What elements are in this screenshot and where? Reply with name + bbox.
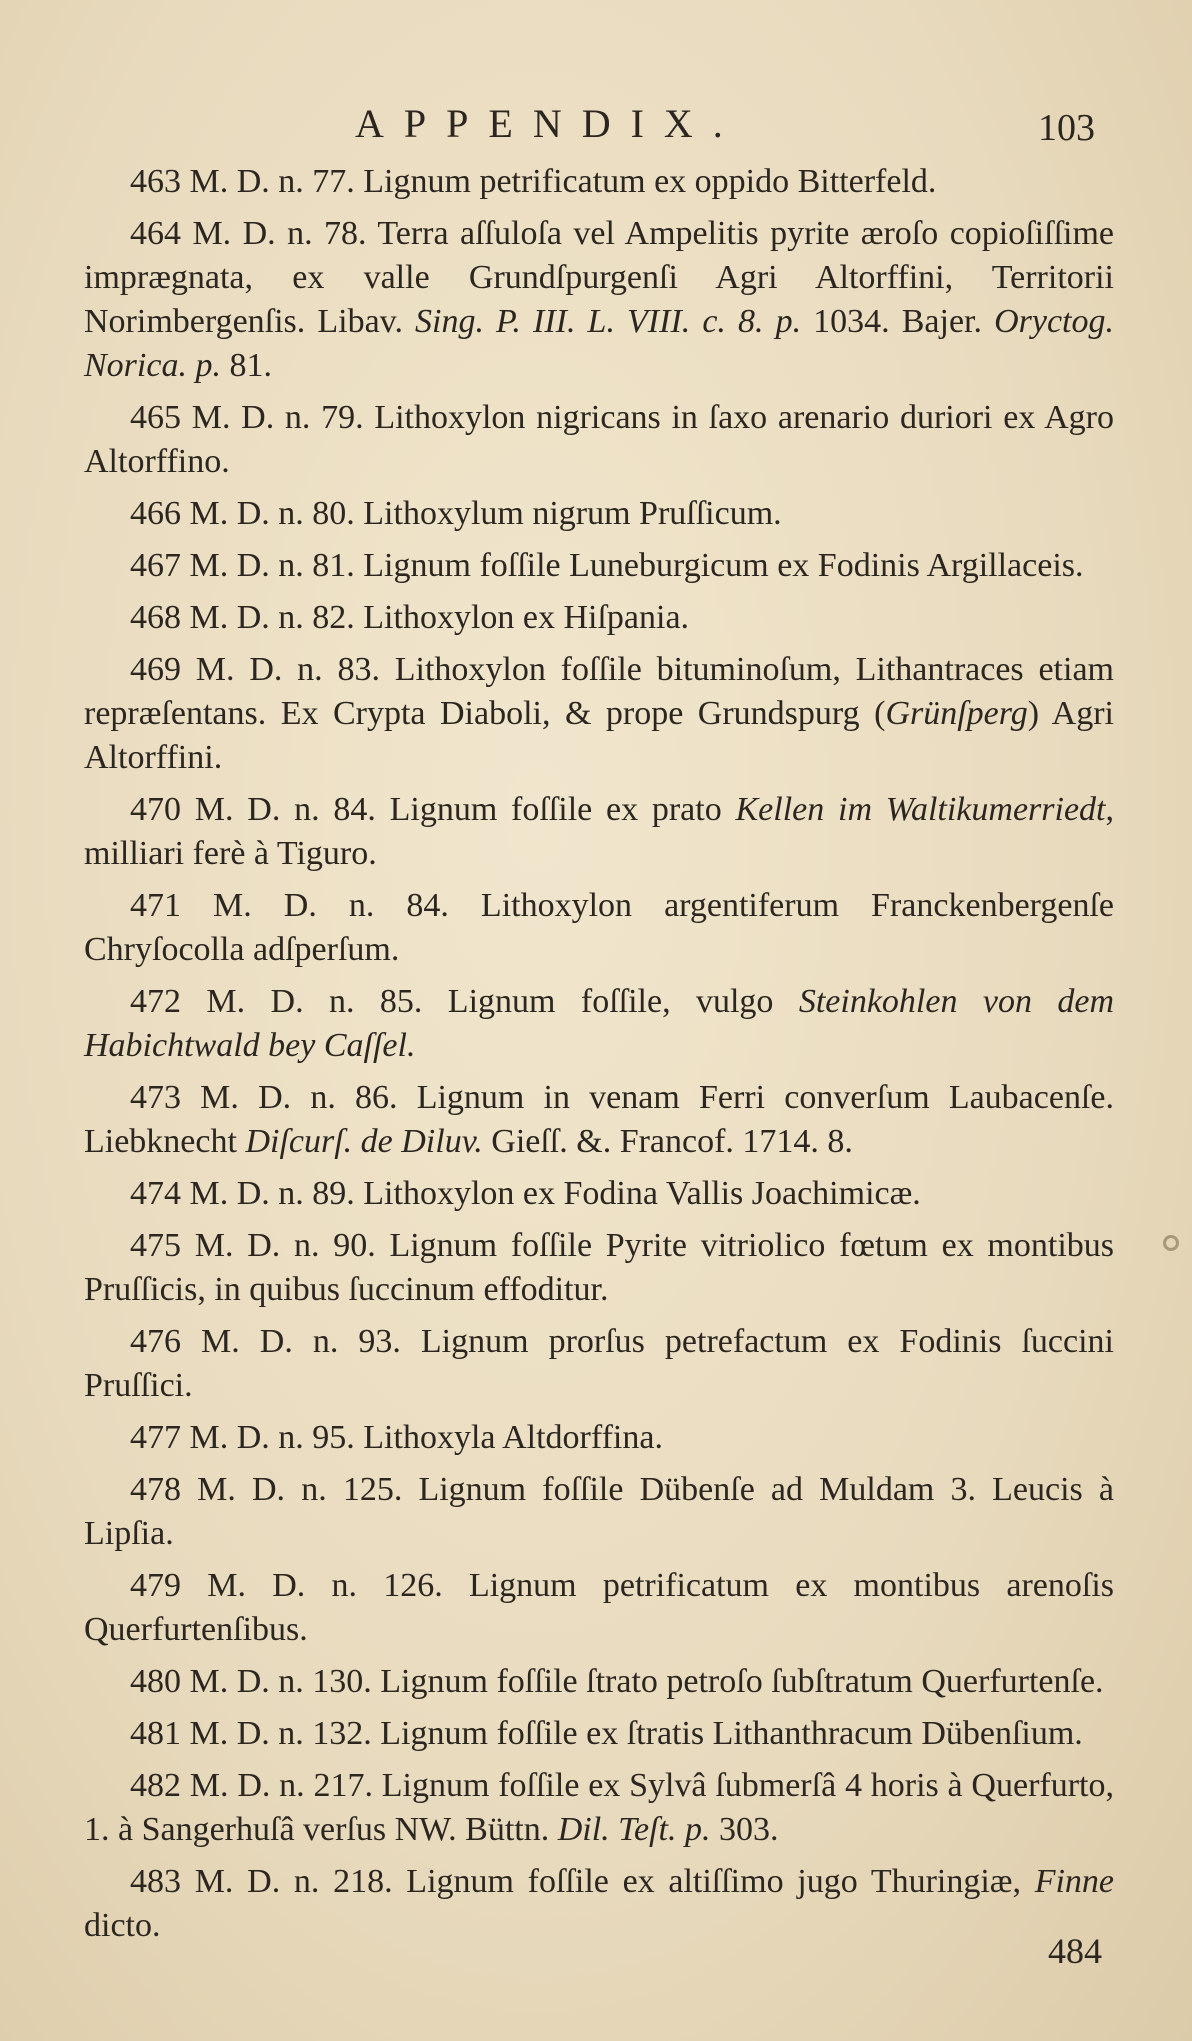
page-title: APPENDIX. (355, 101, 743, 146)
catalog-entry (84, 212, 1114, 388)
catalog-entry (84, 596, 1114, 640)
entry-text: 81. (220, 347, 272, 384)
entry-text: 481 M. D. n. 132. Lignum foſſile ex ſtratis Lithanthracum Dübenſium. (130, 1715, 1083, 1752)
entry-text: 472 M. D. n. 85. Lignum foſſile, vulgo (130, 983, 799, 1020)
entry-text: 463 M. D. n. 77. Lignum petrificatum ex oppido Bitterfeld. (130, 163, 937, 200)
entry-citation: Oryctog. Norica. p. (84, 303, 1114, 384)
entry-text: 477 M. D. n. 95. Lithoxyla Altdorffina. (130, 1419, 663, 1456)
entry-text: dicto. (84, 1907, 161, 1944)
entry-text: 475 M. D. n. 90. Lignum foſſile Pyrite vitriolico fœtum ex montibus Pruſſicis, in quibus ſuccinum effoditur. (84, 1227, 1114, 1308)
catalog-entry (84, 788, 1114, 876)
catalog-entry (84, 1416, 1114, 1460)
catalog-entry (84, 648, 1114, 780)
catalog-entry (84, 1320, 1114, 1408)
entry-text: 478 M. D. n. 125. Lignum foſſile Dübenſe ad Muldam 3. Leucis à Lipſia. (84, 1471, 1114, 1552)
entry-text: , milliari ferè à Tiguro. (84, 791, 1114, 872)
entry-citation: Dil. Teſt. p. (557, 1811, 711, 1848)
catalog-entry (84, 884, 1114, 972)
entry-text: 303. (710, 1811, 779, 1848)
page-number: 103 (1038, 107, 1095, 149)
catalog-entry (84, 492, 1114, 536)
ink-blot-mark (1163, 1235, 1179, 1251)
entry-text: 483 M. D. n. 218. Lignum foſſile ex altiſſimo jugo Thuringiæ, (130, 1863, 1035, 1900)
catalog-entry (84, 1660, 1114, 1704)
entry-text: 480 M. D. n. 130. Lignum foſſile ſtrato petroſo ſubſtratum Querfurtenſe. (130, 1663, 1104, 1700)
entry-citation: Finne (1034, 1863, 1114, 1900)
entry-text: 469 M. D. n. 83. Lithoxylon foſſile bituminoſum, Lithantraces etiam repræſentans. Ex Crypta Diaboli, & prope Grundspurg ( (84, 651, 1114, 732)
entry-text: 470 M. D. n. 84. Lignum foſſile ex prato (130, 791, 736, 828)
running-head (0, 100, 1192, 150)
entry-text: 471 M. D. n. 84. Lithoxylon argentiferum Franckenbergenſe Chryſocolla adſperſum. (84, 887, 1114, 968)
entry-citation: Kellen im Waltikumerriedt (735, 791, 1106, 828)
catalog-entry (84, 160, 1114, 204)
entry-text: 465 M. D. n. 79. Lithoxylon nigricans in ſaxo arenario duriori ex Agro Altorffino. (84, 399, 1114, 480)
entry-text: 464 M. D. n. 78. Terra aſſuloſa vel Ampelitis pyrite æroſo copioſiſſime imprægnata, ex valle Grundſpurgenſi Agri Altorffini, Territorii Norimbergenſis. Libav. (84, 215, 1114, 340)
entry-text: ) Agri Altorffini. (84, 695, 1114, 776)
catalog-entry (84, 1172, 1114, 1216)
catalog-entry (84, 1564, 1114, 1652)
entry-citation: Steinkohlen von dem Habichtwald bey Caſſel. (84, 983, 1114, 1064)
entry-text: Gieſſ. &. Francof. 1714. 8. (482, 1123, 853, 1160)
entry-text: 473 M. D. n. 86. Lignum in venam Ferri converſum Laubacenſe. Liebknecht (84, 1079, 1114, 1160)
entry-list (84, 160, 1114, 1956)
entry-text: 479 M. D. n. 126. Lignum petrificatum ex montibus arenoſis Querfurtenſibus. (84, 1567, 1114, 1648)
catalog-entry (84, 1712, 1114, 1756)
catalog-entry (84, 1764, 1114, 1852)
catalog-entry (84, 544, 1114, 588)
entry-text: 466 M. D. n. 80. Lithoxylum nigrum Pruſſicum. (130, 495, 782, 532)
catchword: 484 (1048, 1931, 1102, 1971)
entry-citation: Diſcurſ. de Diluv. (245, 1123, 483, 1160)
catalog-entry (84, 1224, 1114, 1312)
entry-text: 476 M. D. n. 93. Lignum prorſus petrefactum ex Fodinis ſuccini Pruſſici. (84, 1323, 1114, 1404)
entry-text: 474 M. D. n. 89. Lithoxylon ex Fodina Vallis Joachimicæ. (130, 1175, 921, 1212)
catalog-entry (84, 1076, 1114, 1164)
catalog-entry (84, 1468, 1114, 1556)
catalog-entry (84, 1860, 1114, 1948)
entry-citation: Sing. P. III. L. VIII. c. 8. p. (415, 303, 802, 340)
entry-text: 1034. Bajer. (801, 303, 995, 340)
catalog-entry (84, 396, 1114, 484)
entry-text: 482 M. D. n. 217. Lignum foſſile ex Sylvâ ſubmerſâ 4 horis à Querfurto, 1. à Sangerhuſâ verſus NW. Büttn. (84, 1767, 1114, 1848)
entry-text: 468 M. D. n. 82. Lithoxylon ex Hiſpania. (130, 599, 690, 636)
entry-text: 467 M. D. n. 81. Lignum foſſile Luneburgicum ex Fodinis Argillaceis. (130, 547, 1084, 584)
catalog-entry (84, 980, 1114, 1068)
entry-citation: Grünſperg (885, 695, 1028, 732)
